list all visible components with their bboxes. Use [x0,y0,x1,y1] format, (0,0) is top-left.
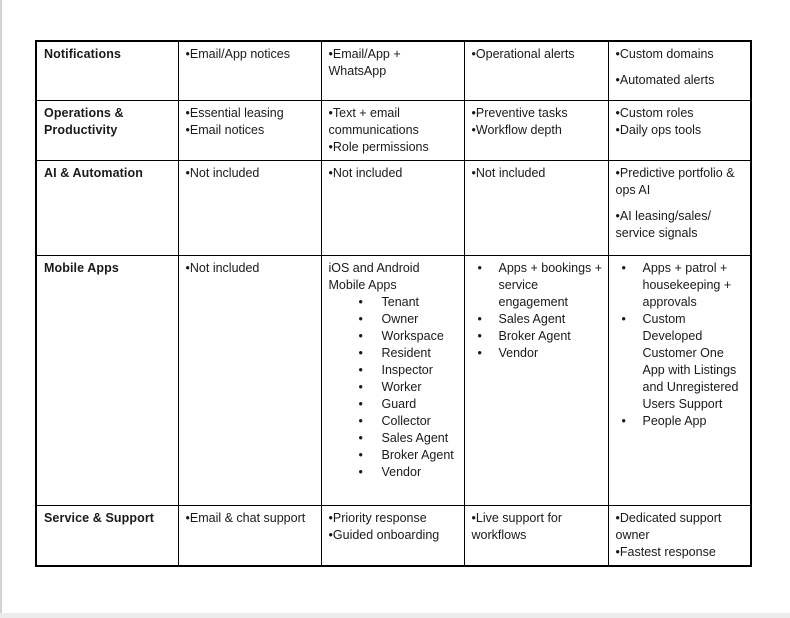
bullet-item: • Text + email communications [329,105,459,139]
bullet-item: • Predictive portfolio & ops AI [616,165,746,199]
feature-cell: Operations & Productivity [36,100,178,160]
plan-cell [608,100,751,160]
plan-cell [608,505,751,566]
plan-cell [464,100,608,160]
bullet-item: • Apps + patrol + housekeeping + approvals [616,260,746,311]
plan-cell [608,255,751,505]
bullet-item: • Daily ops tools [616,122,746,139]
bullet-item: • Resident [329,345,459,362]
bullet-item: • Email/App + WhatsApp [329,46,459,80]
plan-cell [608,160,751,255]
bullet-item: • Vendor [472,345,603,362]
bullet-item: • Owner [329,311,459,328]
plan-cell [464,505,608,566]
plan-cell [464,41,608,100]
bullet-item: • Broker Agent [329,447,459,464]
bullet-item: • Broker Agent [472,328,603,345]
bullet-item: • Sales Agent [329,430,459,447]
bullet-item: • Guided onboarding [329,527,459,544]
plan-cell [608,41,751,100]
bullet-item: • Preventive tasks [472,105,603,122]
bullet-item: • Workspace [329,328,459,345]
bullet-item: • Worker [329,379,459,396]
bullet-item: • Automated alerts [616,72,746,89]
plan-cell [464,255,608,505]
bullet-item: • Inspector [329,362,459,379]
bullet-item: • Not included [329,165,459,182]
bullet-item: • Role permissions [329,139,459,156]
plan-cell [321,255,464,505]
feature-cell: Mobile Apps [36,255,178,505]
plan-cell [178,160,321,255]
bullet-item: • Priority response [329,510,459,527]
feature-table-body [36,41,751,566]
table-row [36,100,751,160]
page-bottom-edge [0,613,790,618]
bullet-item: • Email & chat support [186,510,316,527]
bullet-item: • Workflow depth [472,122,603,139]
table-row [36,255,751,505]
bullet-item: • AI leasing/sales/ service signals [616,208,746,242]
bullet-item: • Email/App notices [186,46,316,63]
bullet-item: • People App [616,413,746,430]
bullet-item: • Not included [472,165,603,182]
bullet-item: • Apps + bookings + service engagement [472,260,603,311]
bullet-item: • Tenant [329,294,459,311]
bullet-item: • Email notices [186,122,316,139]
feature-cell: Service & Support [36,505,178,566]
bullet-item: • Live support for workflows [472,510,603,544]
table-row [36,505,751,566]
plan-cell [321,160,464,255]
plan-cell [178,505,321,566]
plan-cell [321,41,464,100]
bullet-item: • Custom Developed Customer One App with Listings and Unregistered Users Support [616,311,746,413]
bullet-item: • Custom roles [616,105,746,122]
plan-cell [464,160,608,255]
bullet-item: • Guard [329,396,459,413]
cell-intro-text: iOS and Android Mobile Apps [328,260,420,292]
plan-cell [178,100,321,160]
page-left-edge [0,0,2,613]
feature-cell: AI & Automation [36,160,178,255]
feature-comparison-table [35,40,752,567]
plan-cell [178,41,321,100]
feature-cell: Notifications [36,41,178,100]
bullet-item: • Operational alerts [472,46,603,63]
bullet-item: • Dedicated support owner [616,510,746,544]
table-row [36,41,751,100]
bullet-item: • Custom domains [616,46,746,63]
bullet-item: • Essential leasing [186,105,316,122]
bullet-item: • Sales Agent [472,311,603,328]
bullet-item: • Not included [186,165,316,182]
table-row [36,160,751,255]
bullet-item: • Fastest response [616,544,746,561]
plan-cell [178,255,321,505]
bullet-item: • Not included [186,260,316,277]
bullet-item: • Collector [329,413,459,430]
plan-cell [321,100,464,160]
plan-cell [321,505,464,566]
bullet-item: • Vendor [329,464,459,481]
